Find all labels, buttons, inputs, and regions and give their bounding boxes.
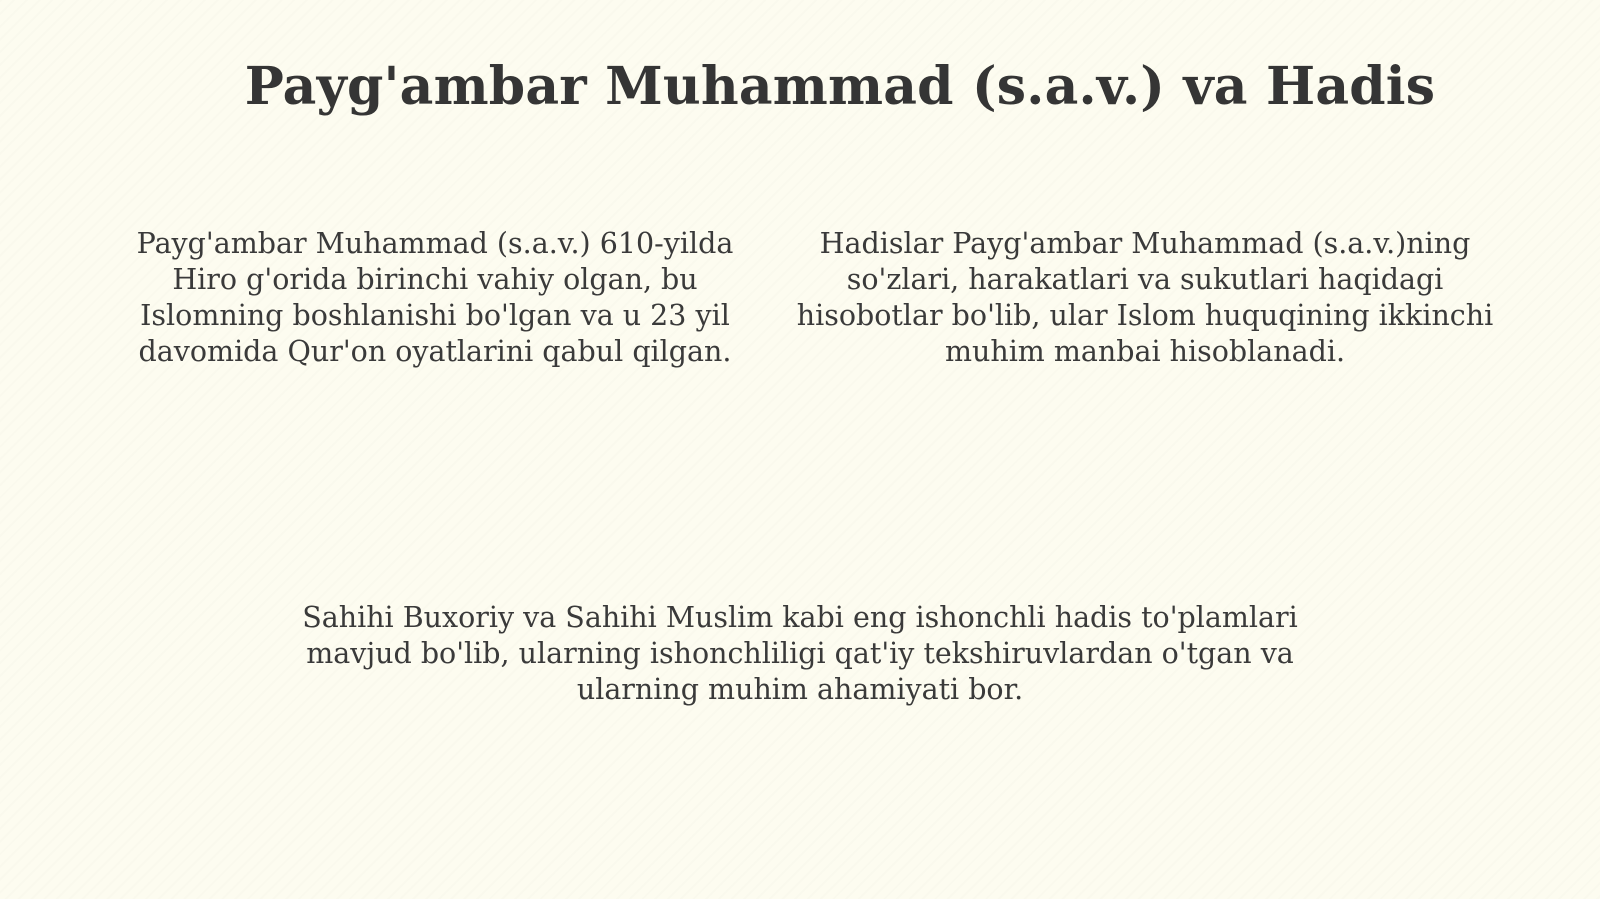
paragraph-revelation: Payg'ambar Muhammad (s.a.v.) 610-yilda Hiro g'orida birinchi vahiy olgan, bu Islomning boshlanishi bo'lgan va u 23 yil davomida Qur'on oyatlarini qabul qilgan. [136, 227, 734, 368]
paragraph-hadith-definition: Hadislar Payg'ambar Muhammad (s.a.v.)ning so'zlari, harakatlari va sukutlari haqidagi hisobotlar bo'lib, ular Islom huquqining ikkinchi muhim manbai hisoblanadi. [796, 227, 1494, 368]
slide-title: Payg'ambar Muhammad (s.a.v.) va Hadis [244, 56, 1436, 117]
paragraph-hadith-collections: Sahihi Buxoriy va Sahihi Muslim kabi eng ishonchli hadis to'plamlari mavjud bo'lib, ularning ishonchliligi qat'iy tekshiruvlardan o'tgan va ularning muhim ahamiyati bor. [302, 601, 1298, 706]
